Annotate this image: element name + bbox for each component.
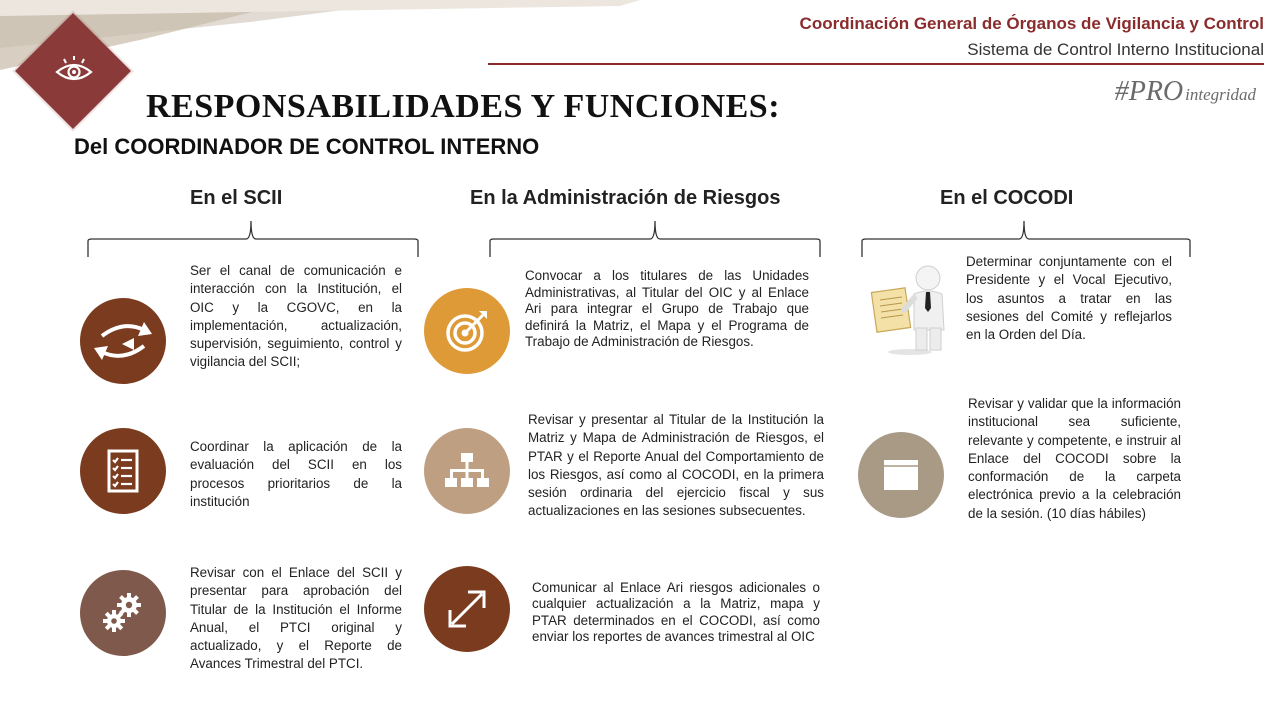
target-icon xyxy=(424,288,510,374)
org-chart-icon xyxy=(424,428,510,514)
brand-pro-integridad xyxy=(1115,76,1256,108)
cocodi-item-1-text: Determinar conjuntamente con el Presidente y el Vocal Ejecutivo, los asuntos a tratar en las sesiones del Comité y reflejarlos en la Orden del Día. xyxy=(966,254,1172,343)
brace-riesgos xyxy=(488,219,822,259)
eye-logo-icon xyxy=(53,54,95,90)
expand-arrow-icon xyxy=(424,566,510,652)
scii-item-2-text: Coordinar la aplicación de la evaluación del SCII en los procesos prioritarios de la institución xyxy=(190,439,402,509)
riesgos-item-3-text: Comunicar al Enlace Ari riesgos adicionales o cualquier actualización a la Matriz, mapa y PTAR determinados en el COCODI, así como enviar los reportes de avances trimestral al OIC xyxy=(532,580,820,645)
page-title: RESPONSABILIDADES Y FUNCIONES: xyxy=(146,88,781,125)
brace-scii xyxy=(86,219,420,259)
checklist-icon xyxy=(80,428,166,514)
rotate-arrows-icon xyxy=(80,298,166,384)
page-subtitle: Del COORDINADOR DE CONTROL INTERNO xyxy=(74,134,540,159)
header-organization: Coordinación General de Órganos de Vigilancia y Control xyxy=(799,14,1264,33)
brand-pro: #PRO xyxy=(1114,76,1184,107)
riesgos-item-2-text: Revisar y presentar al Titular de la Institución la Matriz y Mapa de Administración de Riesgos, el PTAR y el Reporte Anual del Comportamiento de los Riesgos, así como al COCODI, en la primera sesión ordinaria del ejercicio fiscal y sus actualizaciones en las sesiones subsecuentes. xyxy=(528,412,824,519)
person-document-icon xyxy=(870,264,956,356)
gears-icon xyxy=(80,570,166,656)
scii-item-3-text: Revisar con el Enlace del SCII y presentar para aprobación del Titular de la Institución el Informe Anual, el PTCI original y actualizado, y el Reporte de Avances Trimestral del PTCI. xyxy=(190,565,402,672)
column-heading-riesgos: En la Administración de Riesgos xyxy=(470,187,781,209)
column-heading-cocodi: En el COCODI xyxy=(940,187,1074,209)
header-divider xyxy=(488,63,1264,65)
window-icon xyxy=(858,432,944,518)
riesgos-item-1-text: Convocar a los titulares de las Unidades Administrativas, al Titular del OIC y al Enlace Ari para integrar el Grupo de Trabajo que definirá la Matriz, el Mapa y el Programa de Trabajo de Administración de Riesgos. xyxy=(525,268,809,350)
column-heading-scii: En el SCII xyxy=(190,187,283,209)
scii-item-1-text: Ser el canal de comunicación e interacción con la Institución, el OIC y la CGOVC, en la implementación, actualización, supervisión, seguimiento, control y vigilancia del SCII; xyxy=(190,263,402,370)
header-system: Sistema de Control Interno Institucional xyxy=(967,40,1264,59)
cocodi-item-2-text: Revisar y validar que la información institucional sea suficiente, relevante y competente, e instruir al Enlace del COCODI sobre la conformación de la carpeta electrónica previo a la celebración de la sesión. (10 días hábiles) xyxy=(968,396,1181,521)
brand-integridad: integridad xyxy=(1185,85,1256,104)
